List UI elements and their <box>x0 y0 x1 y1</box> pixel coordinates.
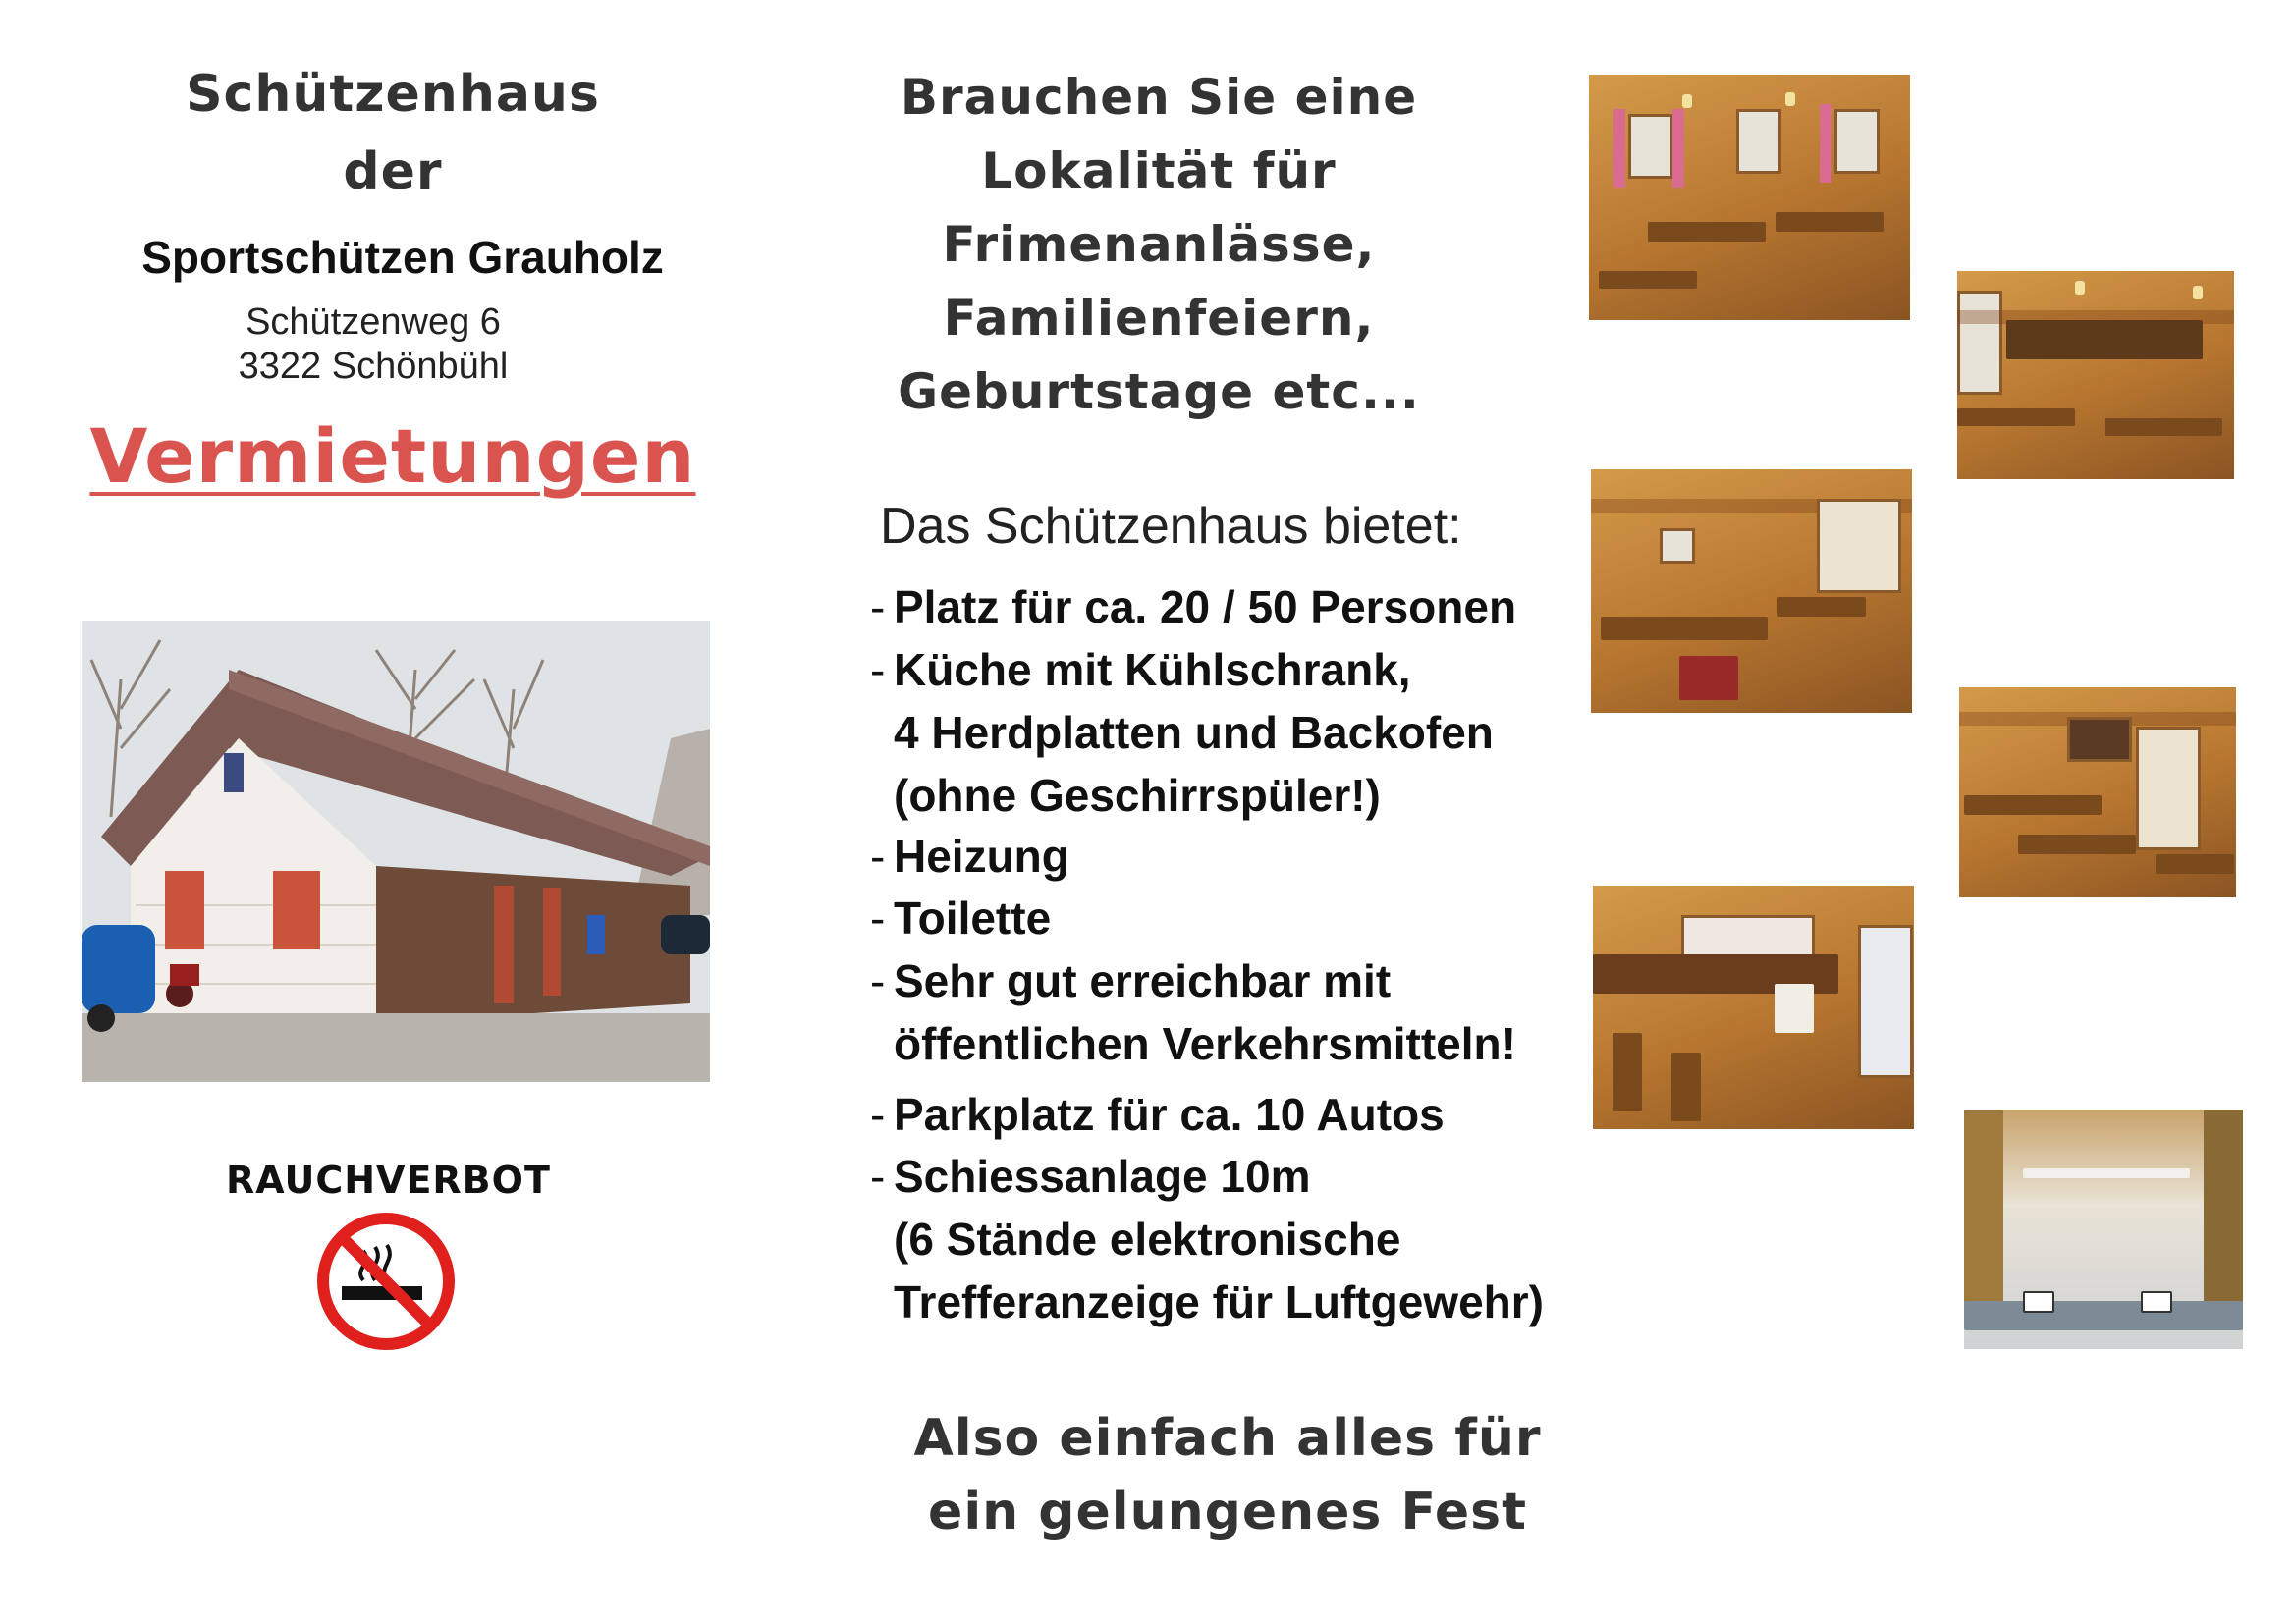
question-line: Lokalität für <box>981 142 1337 199</box>
no-smoking-label: RAUCHVERBOT <box>226 1159 551 1202</box>
clubhouse-exterior-photo <box>82 621 710 1082</box>
bullet-dash: - <box>870 893 886 944</box>
question-block <box>845 61 1473 429</box>
address-street: Schützenweg 6 <box>246 301 501 343</box>
feature-line: Schiessanlage 10m <box>894 1151 1311 1202</box>
closing-line: Also einfach alles für <box>913 1409 1542 1468</box>
house-title-line2: der <box>343 142 443 201</box>
feature-line: öffentlichen Verkehrsmitteln! <box>894 1018 1516 1069</box>
feature-item <box>870 949 1636 1075</box>
bullet-dash: - <box>870 644 886 695</box>
club-name: Sportschützen Grauholz <box>141 232 664 283</box>
question-line: Brauchen Sie eine <box>900 69 1418 126</box>
offers-heading: Das Schützenhaus bietet: <box>880 498 1462 555</box>
feature-item <box>870 1145 1636 1333</box>
feature-line: Toilette <box>894 893 1052 944</box>
bullet-dash: - <box>870 955 886 1006</box>
feature-line: (6 Stände elektronische <box>894 1214 1401 1265</box>
closing-line: ein gelungenes Fest <box>928 1483 1527 1542</box>
side-room-photo <box>1959 687 2236 897</box>
feature-line: 4 Herdplatten und Backofen <box>894 707 1494 758</box>
question-line: Familienfeiern, <box>943 290 1375 347</box>
corner-room-photo <box>1591 469 1912 713</box>
address-city: 3322 Schönbühl <box>238 346 509 387</box>
feature-line: Trefferanzeige für Luftgewehr) <box>894 1276 1544 1327</box>
feature-line: Heizung <box>894 831 1069 882</box>
question-line: Frimenanlässe, <box>942 216 1376 273</box>
kitchen-photo <box>1593 886 1914 1129</box>
bullet-dash: - <box>870 1151 886 1202</box>
bar-counter-photo <box>1957 271 2234 479</box>
feature-line: Küche mit Kühlschrank, <box>894 644 1411 695</box>
shooting-range-photo <box>1964 1110 2243 1349</box>
house-title-line1: Schützenhaus <box>186 65 600 124</box>
feature-item <box>870 887 1636 949</box>
feature-line: Platz für ca. 20 / 50 Personen <box>894 581 1517 632</box>
feature-line: Sehr gut erreichbar mit <box>894 955 1392 1006</box>
feature-item <box>870 575 1636 638</box>
feature-item <box>870 1083 1636 1146</box>
feature-line: Parkplatz für ca. 10 Autos <box>894 1089 1445 1140</box>
rentals-heading: Vermietungen <box>89 412 696 500</box>
feature-item <box>870 638 1636 827</box>
bullet-dash: - <box>870 1089 886 1140</box>
bullet-dash: - <box>870 581 886 632</box>
no-smoking-icon <box>314 1210 458 1353</box>
bullet-dash: - <box>870 831 886 882</box>
question-line: Geburtstage etc... <box>898 363 1420 420</box>
feature-line: (ohne Geschirrspüler!) <box>894 770 1381 821</box>
feature-item <box>870 825 1636 888</box>
dining-room-photo <box>1589 75 1910 320</box>
closing-slogan <box>864 1402 1591 1549</box>
